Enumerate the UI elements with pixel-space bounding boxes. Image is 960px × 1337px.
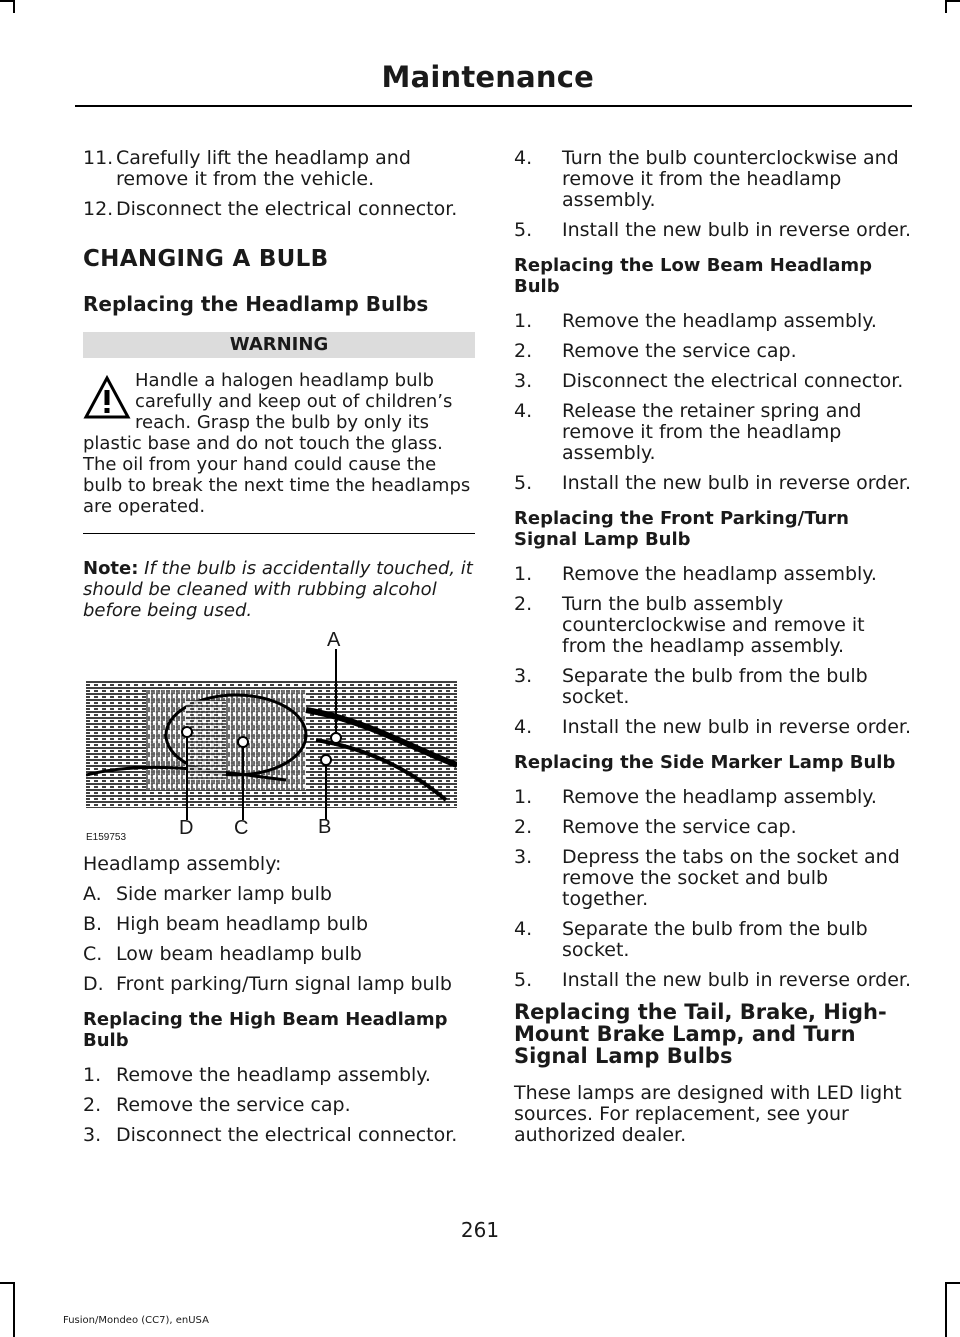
tail-lamp-title: Replacing the Tail, Brake, High-Mount Brake Lamp, and Turn Signal Lamp Bulbs	[514, 1000, 887, 1068]
crop-mark	[13, 0, 15, 13]
crop-mark	[0, 1282, 13, 1284]
callout-c: C	[234, 817, 249, 839]
low-beam-title: Replacing the Low Beam Headlamp Bulb	[514, 255, 873, 297]
list-item: 11. Carefully lift the headlamp and remove it from the vehicle.	[83, 147, 411, 190]
list-item: 5. Install the new bulb in reverse order.	[514, 472, 912, 494]
list-item: 4. Install the new bulb in reverse order.	[514, 716, 912, 738]
section-title: CHANGING A BULB	[83, 246, 329, 272]
warning-header: WARNING	[83, 332, 475, 358]
tail-lamp-text: These lamps are designed with LED light sources. For replacement, see your authorized dealer.	[514, 1082, 902, 1146]
list-item: 5. Install the new bulb in reverse order.	[514, 219, 912, 241]
callout-b: B	[318, 816, 332, 838]
side-marker-title: Replacing the Side Marker Lamp Bulb	[514, 752, 896, 773]
list-item: 4. Release the retainer spring and remove it from the headlamp assembly.	[514, 400, 862, 464]
list-item: 12. Disconnect the electrical connector.	[83, 198, 458, 220]
leader-line-a	[335, 649, 337, 681]
warning-box	[83, 370, 475, 534]
note-label: Note:	[83, 558, 139, 579]
list-item: 2. Turn the bulb assembly counterclockwise and remove it from the headlamp assembly.	[514, 593, 865, 657]
warning-triangle-icon	[83, 374, 131, 422]
right-column	[514, 148, 914, 1146]
warning-text: Handle a halogen headlamp bulb carefully and keep out of children’s reach. Grasp the bulb by only its plastic base and do not touch the glass. The oil from your hand could cause the bulb to break the next time the headlamps are operated.	[83, 370, 471, 517]
high-beam-title: Replacing the High Beam Headlamp Bulb	[83, 1009, 448, 1051]
crop-mark	[945, 1282, 947, 1337]
figure-code: E159753	[86, 832, 127, 843]
legend-item: B. High beam headlamp bulb	[83, 913, 369, 935]
list-item: 5. Install the new bulb in reverse order.	[514, 969, 912, 991]
header-divider	[75, 105, 912, 107]
list-item: 1. Remove the headlamp assembly.	[514, 563, 877, 585]
crop-mark	[13, 1282, 15, 1337]
page-title: Maintenance	[381, 60, 594, 94]
list-item: 4. Separate the bulb from the bulb socket.	[514, 918, 868, 961]
list-item: 3. Depress the tabs on the socket and remove the socket and bulb together.	[514, 846, 900, 910]
legend-item: D. Front parking/Turn signal lamp bulb	[83, 973, 452, 995]
legend-item: A. Side marker lamp bulb	[83, 883, 332, 905]
list-item: 1. Remove the headlamp assembly.	[514, 310, 877, 332]
list-item: 3. Separate the bulb from the bulb socket.	[514, 665, 868, 708]
subsection-title: Replacing the Headlamp Bulbs	[83, 292, 429, 316]
callout-d: D	[179, 817, 194, 839]
list-item: 2. Remove the service cap.	[514, 816, 797, 838]
legend-title: Headlamp assembly:	[83, 853, 282, 875]
front-parking-title: Replacing the Front Parking/Turn Signal Lamp Bulb	[514, 508, 849, 550]
list-item: 3. Disconnect the electrical connector.	[514, 370, 904, 392]
list-item: 2. Remove the service cap.	[83, 1094, 351, 1116]
legend-item: C. Low beam headlamp bulb	[83, 943, 362, 965]
list-item: 1. Remove the headlamp assembly.	[514, 786, 877, 808]
list-item: 3. Disconnect the electrical connector.	[83, 1124, 458, 1146]
list-item: 4. Turn the bulb counterclockwise and remove it from the headlamp assembly.	[514, 147, 899, 211]
footer-text: Fusion/Mondeo (CC7), enUSA	[63, 1315, 209, 1326]
list-item: 2. Remove the service cap.	[514, 340, 797, 362]
crop-mark	[947, 1282, 960, 1284]
list-item: 1. Remove the headlamp assembly.	[83, 1064, 431, 1086]
page-number: 261	[460, 1218, 500, 1242]
callout-a: A	[327, 629, 341, 651]
headlamp-figure	[83, 629, 475, 854]
crop-mark	[947, 0, 960, 2]
crop-mark	[945, 0, 947, 13]
note	[83, 558, 475, 621]
note-text: If the bulb is accidentally touched, it should be cleaned with rubbing alcohol before being used.	[83, 558, 473, 621]
headlamp-assembly-illustration	[86, 680, 457, 808]
left-column	[83, 148, 475, 1155]
crop-mark	[0, 0, 13, 2]
